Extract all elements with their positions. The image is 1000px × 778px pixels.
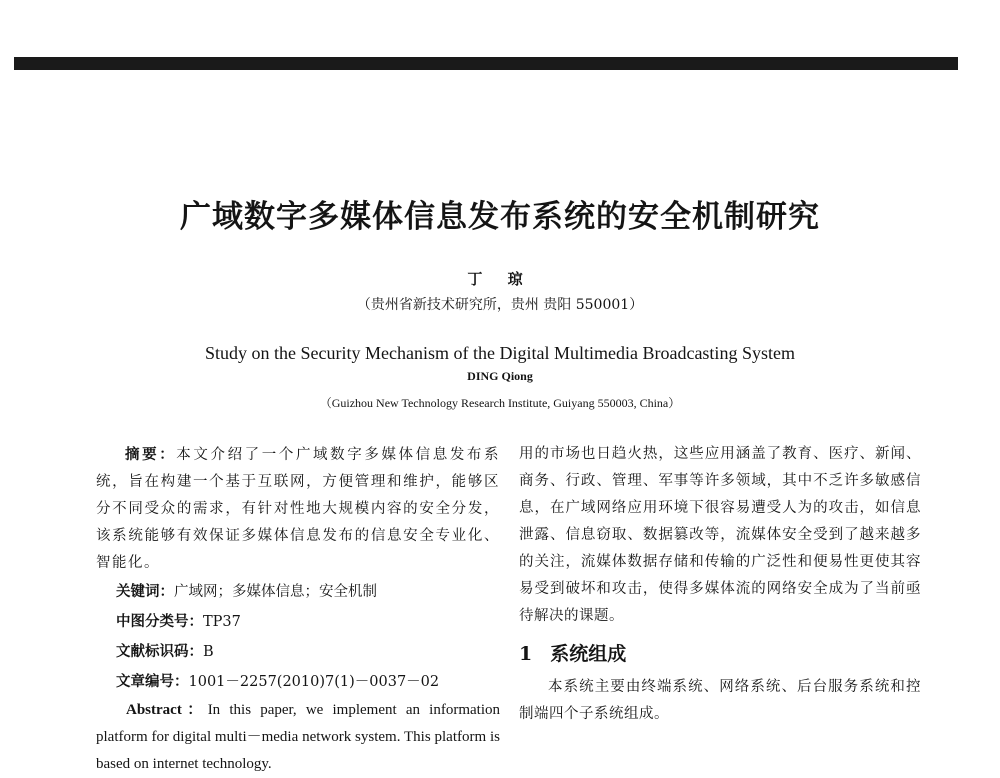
author-en: DING Qiong bbox=[467, 369, 533, 383]
affiliation-cn: （贵州省新技术研究所，贵州 贵阳 550001） bbox=[356, 297, 644, 313]
header-rule bbox=[14, 57, 958, 70]
keywords-label: 关键词： bbox=[116, 584, 174, 600]
title-cn: 广域数字多媒体信息发布系统的安全机制研究 bbox=[180, 199, 820, 235]
keywords-value: 广域网；多媒体信息；安全机制 bbox=[174, 584, 377, 600]
abstract-label: 摘要： bbox=[125, 446, 177, 463]
clc-number bbox=[96, 607, 500, 637]
abstract-en bbox=[96, 697, 500, 778]
article-no-value: 1001－2257(2010)7(1)－0037－02 bbox=[188, 674, 440, 690]
author-cn: 丁 琼 bbox=[467, 270, 533, 288]
document-code bbox=[96, 637, 500, 667]
abstract-cn bbox=[96, 441, 500, 577]
article-no-label: 文章编号： bbox=[116, 674, 189, 690]
clc-label: 中图分类号： bbox=[116, 614, 203, 630]
doc-code-value: B bbox=[203, 644, 214, 660]
right-column bbox=[519, 441, 921, 728]
section-number: 1 bbox=[519, 643, 533, 665]
abstract-en-text: In this paper, we implement an information platform for digital multi－media network system. This platform is based on internet technology. bbox=[96, 702, 500, 772]
keywords bbox=[96, 577, 500, 607]
abstract-text: 本文介绍了一个广域数字多媒体信息发布系统，旨在构建一个基于互联网，方便管理和维护，能够区分不同受众的需求，有针对性地大规模内容的安全分发，该系统能够有效保证多媒体信息发布的信息安全专业化、智能化。 bbox=[96, 447, 501, 571]
doc-code-label: 文献标识码： bbox=[116, 644, 203, 660]
clc-value: TP37 bbox=[203, 614, 241, 630]
affiliation-en: （Guizhou New Technology Research Institute, Guiyang 550003, China） bbox=[319, 396, 681, 410]
title-en: Study on the Security Mechanism of the Digital Multimedia Broadcasting System bbox=[205, 343, 795, 363]
section-title: 系统组成 bbox=[550, 643, 627, 665]
left-column bbox=[96, 441, 500, 778]
article-number bbox=[96, 667, 500, 697]
body-paragraph-2: 本系统主要由终端系统、网络系统、后台服务系统和控制端四个子系统组成。 bbox=[519, 679, 921, 722]
abstract-en-label: Abstract： bbox=[126, 702, 208, 718]
body-paragraph-1: 用的市场也日趋火热，这些应用涵盖了教育、医疗、新闻、商务、行政、管理、军事等许多领域，其中不乏许多敏感信息，在广域网络应用环境下很容易遭受人为的攻击，如信息泄露、信息窃取、数据篡改等，流媒体安全受到了越来越多的关注，流媒体数据存储和传输的广泛性和便易性更使其容易受到破坏和攻击，使得多媒体流的网络安全成为了当前亟待解决的课题。 bbox=[519, 446, 921, 624]
section-heading bbox=[519, 640, 921, 668]
